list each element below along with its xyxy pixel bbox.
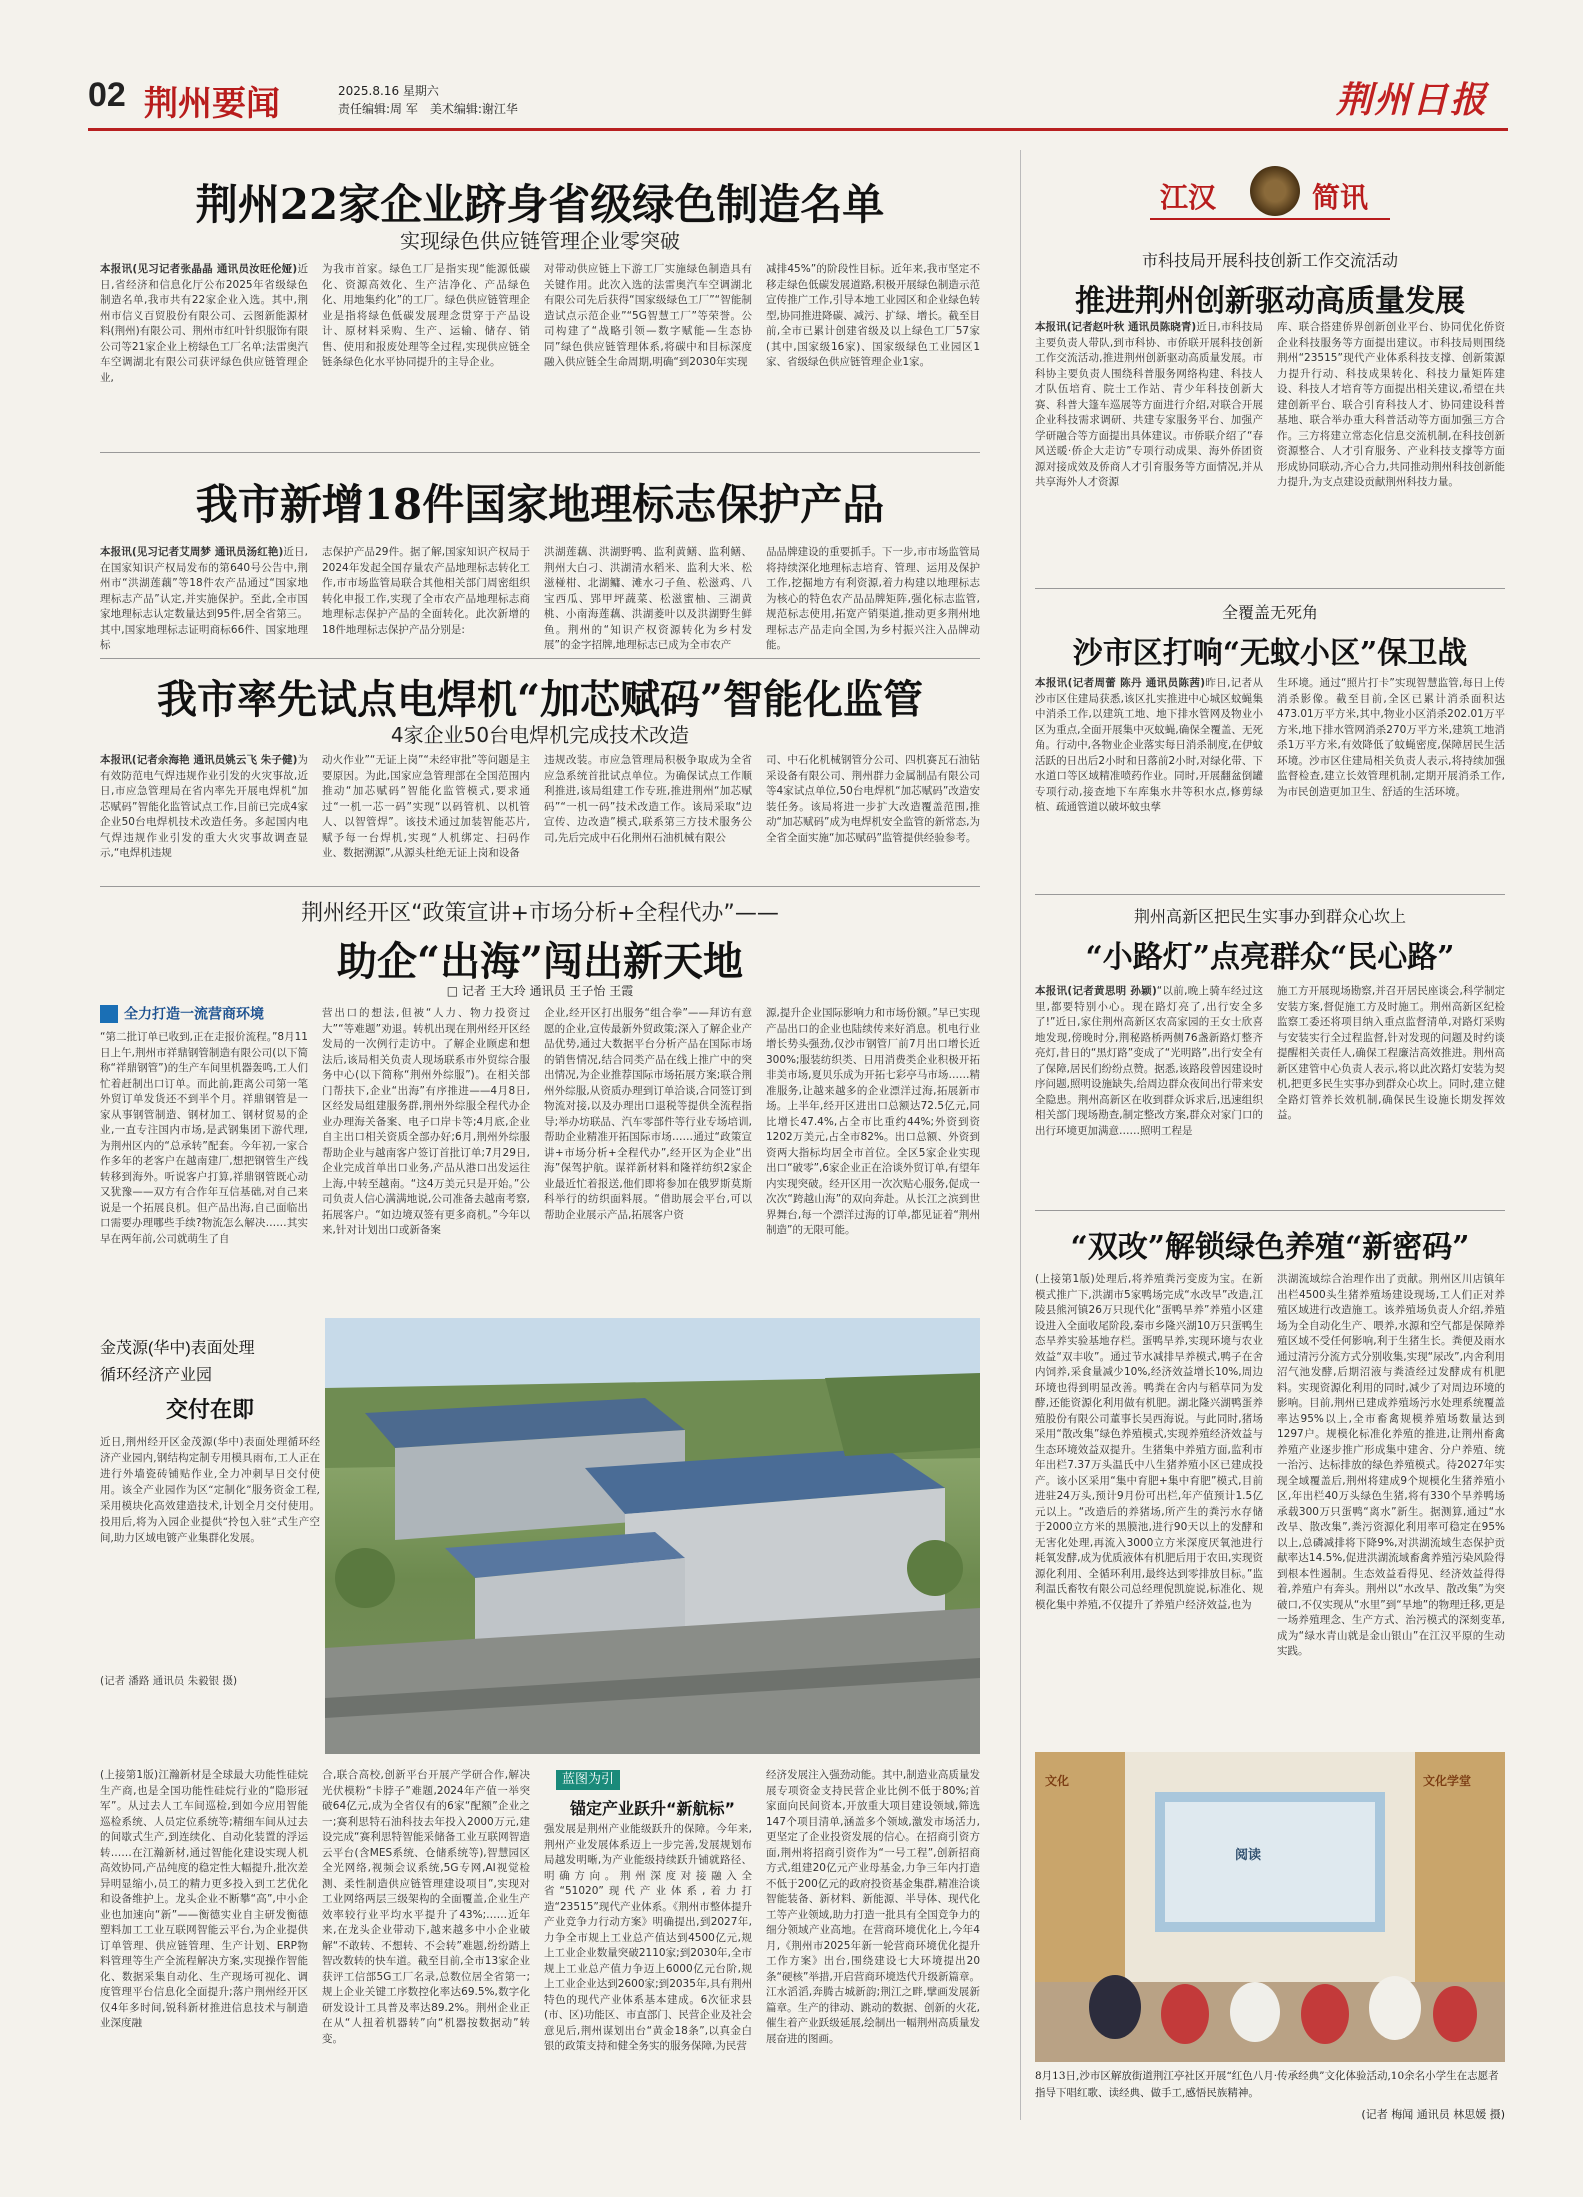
a3-col2: 动火作业”“无证上岗”“未经审批”等问题是主要原因。为此,国家应急管理部在全国范围内推动“加芯赋码”智能化监管模式,要求通过“一机一芯一码”实现“以码管机、以机管人、以智管焊”。该技术通过加装智能芯片,赋予每一台焊机,实现“人机绑定、扫码作业、数据溯源”,从源头杜绝无证上岗和设备 [322,754,530,859]
a6-col2: 经济发展注入强劲动能。其中,制造业高质量发展专项资金支持民营企业比例不低于80%;首家面向民间资本,开放重大项目建设领域,筛选147个项目清单,涵盖多个领域,激发市场活力,更坚定了企业投资发展的信心。在招商引资方面,荆州将招商引资作为“一号工程”,创新招商方式,组建20亿元产业母基金,力争三年内打造不低于200亿元的政府投资基金集群,精准洽谈智能装备、新材料、新能源、半导体、现代化工等产业领域,助力打造一批具有全国竞争力的细分领域产业高地。在营商环境优化上,今年4月,《荆州市2025年新一轮营商环境优化提升工作方案》出台,围绕建设七大环境提出20条“硬核”举措,开启营商环境迭代升级新篇章。江水滔滔,奔腾古城新韵;荆江之畔,擘画发展新篇章。生产的律动、跳动的数据、创新的火花,催生着产业跃级延展,绘制出一幅荆州高质量发展奋进的图画。 [766,1769,980,2045]
photo1-caption: 近日,荆州经开区金茂源(华中)表面处理循环经济产业园内,钢结构定制专用模具雨布,工人正在进行外墙瓷砖铺贴作业,全力冲刺早日交付使用。该全产业园作为区“定制化”服务资金工程,采用模块化高效建造技术,计划全月交付使用。投用后,将为入园企业提供“拎包入驻”式生产空间,助力区域电镀产业集群化发展。 [100,1436,320,1544]
b1-col1 [1035,320,1263,550]
a3-col3: 违规改装。市应急管理局积极争取成为全省应急系统首批试点单位。为确保试点工作顺利推进,该局组建工作专班,推进荆州“加芯赋码”“一机一码”技术改造工作。该局采取“边宣传、边改造”模式,联系第三方技术服务公司,先后完成中石化荆州石油机械有限公 [544,754,752,844]
photo2-sign-3: 阅读 [1235,1848,1262,1863]
a6-title: 锚定产业跃升“新航标” [570,1799,736,1818]
photo2-credit: (记者 梅闻 通讯员 林思媛 摄) [1361,2108,1505,2121]
a3-title: 我市率先试点电焊机“加芯赋码”智能化监管 [156,676,923,723]
a4-col4: 源,提升企业国际影响力和市场份额。”早已实现产品出口的企业也陆续传来好消息。机电行业增长势头强劲,仅沙市钢管厂前7月出口增长近300%;服装纺织类、日用消费类企业积极开拓非美市场,夏贝乐成为开拓七彩亭马市场……精准服务,让越来越多的企业漂洋过海,拓展新市场。上半年,经开区进出口总额达72.5亿元,同比增长47.4%,占全市比重约44%;外资到资1202万美元,占全市82%。出口总额、外资到资两大指标均居全市首位。全区5家企业实现出口“破零”,6家企业正在洽谈外贸订单,有望年内实现突破。经开区用一次次贴心服务,促成一次次“跨越山海”的双向奔赴。从长江之滨到世界舞台,每一个漂洋过海的订单,都见证着“荆州制造”的无限可能。 [766,1007,980,1236]
a6-col1: 强发展是荆州产业能级跃升的保障。今年来,荆州产业发展体系迈上一步完善,发展规划布局越发明晰,为产业能级持续跃升铺就路径、明确方向。荆州深度对接融入全省“51020”现代产业体系,着力打造“23515”现代产业体系。《荆州市整体提升产业竞争力行动方案》明确提出,到2027年,力争全市规上工业总产值达到4500亿元,规上工业企业数量突破2110家;到2030年,全市规上工业总产值力争迈上6000亿元台阶,规上工业企业达到2600家;到2035年,具有荆州特色的现代产业体系基本建成。6次征求县(市、区)功能区、市直部门、民营企业及社会意见后,荆州谋划出台“黄金18条”,以真金白银的政策支持和健全务实的服务保障,为民营 [544,1823,752,2052]
section-name: 荆州要闻 [144,84,280,124]
a4-col2: 营出口的想法,但被“人力、物力投资过大”“等难题”劝退。转机出现在荆州经开区经发局的一次例行走访中。了解企业顾虑和想法后,该局相关负责人现场联系市外贸综合服务中心(以下简称“荆州外综服”)。在相关部门帮扶下,企业“出海”有序推进——4月8日,区经发局组建服务群,荆州外综服全程代办企业办理海关备案、电子口岸卡等;4月底,企业自主出口相关资质全部办好;6月,荆州外综服帮助企业与越南客户签订首批订单;7月29日,企业完成首单出口业务,产品从港口出发运往上海,中转至越南。“这4万美元只是开始。”公司负责人信心满满地说,公司准备去越南考察,拓展客户。“如边境双签有更多商机。”今年以来,针对计划出口或新备案 [322,1007,530,1236]
a6-label: 蓝图为引 [556,1770,620,1790]
jianghan-brief-banner [1130,160,1410,230]
page-header [88,62,1508,134]
photo1-title2: 循环经济产业园 [100,1367,213,1384]
divider [100,658,980,659]
b4-title: “双改”解锁绿色养殖“新密码” [1070,1230,1470,1265]
a2-col3: 洪湖莲藕、洪湖野鸭、监利黄鳝、监利鳝、荆州大白刁、洪湖清水稻米、监利大米、松滋椪柑、北湖鳙、滩水刁子鱼、松滋鸡、八宝西瓜、郢甲坪蔬菜、松滋蜜柚、三湖黄桃、小南海莲藕、洪湖菱叶以及洪湖野生鲜鱼。荆州的“知识产权资源转化为乡村发展”的金字招牌,地理标志已成为全市农产 [544,546,752,650]
banner-left-text: 江汉 [1160,181,1217,214]
a3-col1-text: 为有效防范电气焊违规作业引发的火灾事故,近日,市应急管理局在省内率先开展电焊机“加芯赋码”智能化监管试点工作,目前已完成4家企业50台电焊机技术改造任务。多起国内电气焊违规作业引发的重大火灾事故调查显示,“电焊机违规 [100,754,308,859]
bronze-vessel-icon [1250,166,1300,216]
b1-kicker: 市科技局开展科技创新工作交流活动 [1141,251,1398,270]
a2-col1-text: 近日,在国家知识产权局发布的第640号公告中,荆州市“洪湖莲藕”等18件农产品通过“国家地理标志产品”认定,并实施保护。至此,全市国家地理标志认定数量达到95件,居全省第三。其中,国家地理标志证明商标66件、国家地理标 [100,546,308,650]
photo1-caption-box [100,1335,320,1735]
page-number: 02 [88,76,126,114]
photo1-credit: (记者 潘路 通讯员 朱毅银 摄) [100,1675,238,1687]
b3-title: “小路灯”点亮群众“民心路” [1085,940,1455,975]
b3-kicker: 荆州高新区把民生实事办到群众心坎上 [1133,907,1406,926]
b1-title: 推进荆州创新驱动高质量发展 [1075,284,1465,319]
b2-lead: 本报讯(记者周蕾 陈丹 通讯员陈茜) [1035,677,1205,689]
page-date: 2025.8.16 星期六 [338,84,439,98]
header-rule [88,128,1508,131]
a3-col4: 司、中石化机械钢管分公司、四机赛瓦石油钻采设备有限公司、荆州群力金属制品有限公司等4家试点单位,50台电焊机“加芯赋码”改造安装任务。该局将进一步扩大改造覆盖范围,推动“加芯赋码”成为电焊机安全监管的新常态,为全省全面实施“加芯赋码”监管提供经验参考。 [766,754,980,844]
a2-col2: 志保护产品29件。据了解,国家知识产权局于2024年发起全国存量农产品地理标志转化工作,市市场监管局联合其他相关部门周密组织转化申报工作,实现了全市农产品地理标志商地理标志保护产品的全面转化。此次新增的18件地理标志保护产品分别是: [322,546,530,636]
a4-kicker: 荆州经开区“政策宣讲+市场分析+全程代办”—— [301,901,779,926]
b1-col2: 库、联合搭建侨界创新创业平台、协同优化侨资企业科技服务等方面提出建议。市科技局则围绕荆州“23515”现代产业体系科技支撑、创新策源力提升行动、科技成果转化、科技力量矩阵建设、科技人才培育等方面提出相关建议,希望在共建创新平台、联合引育科技人才、协同建设科普基地、联合举办重大科普活动等方面加强三方合作。三方将建立常态化信息交流机制,在科技创新资源整合、人才引育服务、产业科技支撑等方面形成协同联动,齐心合力,共同推动荆州科技创新能力提升,为支点建设贡献荆州科技力量。 [1277,321,1505,488]
a1-lead: 本报讯(见习记者张晶晶 通讯员汝旺伦娅) [100,263,298,275]
a4-col1: “第二批订单已收到,正在走报价流程。”8月11日上午,荆州市祥鼎钢管制造有限公司(以下简称“祥鼎钢管”)的生产车间里机器轰鸣,工人们忙着赶制出口订单。而此前,距离公司第一笔外贸订单发货还不到半个月。祥鼎钢管是一家从事钢管制造、钢材加工、钢材贸易的企业,一直专注国内市场,是武钢集团下游代理,为荆州区内的“总承转”配套。今年初,一家合作多年的老客户在越南建厂,想把钢管生产线转移到海外。听说客户打算,祥鼎钢管既心动又犹豫——双方有合作年互信基础,对自己来说是一个拓展良机。但产品出海,自己面临出口需要办理哪些手续?物流怎么解决……其实早在两年前,公司就萌生了自 [100,1031,308,1245]
photo2-caption: 8月13日,沙市区解放街道荆江亭社区开展“红色八月·传承经典”文化体验活动,10余名小学生在志愿者指导下唱红歌、读经典、做手工,感悟民族精神。 [1035,2070,1499,2099]
a2-col4: 品品牌建设的重要抓手。下一步,市市场监管局将持续深化地理标志培育、管理、运用及保护工作,挖掘地方有利资源,着力构建以地理标志为核心的特色农产品品牌矩阵,强化标志监管,规范标志使用,拓宽产销渠道,推动更多荆州地理标志产品走向全国,为乡村振兴注入品牌动能。 [766,546,980,650]
divider [1035,894,1505,895]
banner-right-text: 简讯 [1312,181,1369,214]
b4-col2: 洪湖流域综合治理作出了贡献。荆州区川店镇年出栏4500头生猪养殖场建设现场,工人们正对养殖区域进行改造施工。该养殖场负责人介绍,养殖场为全自动化生产、喂养,水源和空气都是保障养殖区域不受任何影响,利于生猪生长。粪便及雨水通过清污分流方式分别收集,实现“尿改”,内舍利用沼气池发酵,后期沼液与粪渣经过发酵成有机肥料。实现资源化利用的同时,减少了对周边环境的影响。目前,荆州已建成养殖场污水处理系统覆盖率达95%以上,全市畜禽规模养殖场数量达到1297户。规模化标准化养殖的推进,让荆州畜禽养殖产业逐步推广形成集中建舍、分户养殖、统一治污、达标排放的绿色养殖模式。待2027年实现全域覆盖后,荆州将建成9个规模化生猪养殖小区,年出栏40万头绿色生猪,将有330个旱养鸭场承载300万只蛋鸭“离水”新生。据测算,通过“水改旱、散改集”,粪污资源化利用率可稳定在95%以上,总磷减排将下降9%,对洪湖流域生态保护贡献率达14.5%,促进洪湖流域畜禽养殖污染风险得到根本性遏制。生态效益看得见、经济效益得得着,养殖户有奔头。荆州以“水改旱、散改集”为突破口,不仅实现从“水里”到“旱地”的物理迁移,更是一场养殖理念、生产方式、治污模式的深刻变革,成为“绿水青山就是金山银山”在江汉平原的生动实践。 [1277,1273,1505,1657]
a4-byline: □ 记者 王大玲 通讯员 王子怡 王霞 [446,984,634,998]
a1-title: 荆州22家企业跻身省级绿色制造名单 [195,180,885,229]
b1-col1-text: 近日,市科技局主要负责人带队,到市科协、市侨联开展科技创新工作交流活动,推进荆州创新驱动高质量发展。市科协主要负责人围绕科普服务网络构建、科技人才队伍培育、院士工作站、青少年科技创新大赛、科普大篷车巡展等方面进行介绍,对联合开展企业科技需求调研、共建专家服务平台、加强产学研融合等方面提出具体建议。市侨联介绍了“春风送暖·侨企大走访”专项行动成果、海外侨团资源对接成效及侨商人才引育服务等方面情况,并从共享海外人才资源 [1035,321,1263,488]
a3-lead: 本报讯(记者余海艳 通讯员姚云飞 朱子健) [100,754,298,766]
divider [100,452,980,453]
a1-col3: 对带动供应链上下游工厂实施绿色制造具有关键作用。此次入选的法雷奥汽车空调湖北有限公司先后获得“国家级绿色工厂”“智能制造试点示范企业”“5G智慧工厂”等荣誉。公司构建了“战略引领—数字赋能—生态协同”绿色供应链管理体系,将碳中和目标深度融入供应链全生命周期,明确“到2030年实现 [544,263,752,368]
b3-col1 [1035,984,1263,1194]
page-editors: 责任编辑:周 军 美术编辑:谢江华 [338,102,518,116]
section-label-text: 全力打造一流营商环境 [124,1006,264,1023]
a1-col4: 减排45%”的阶段性目标。近年来,我市坚定不移走绿色低碳发展道路,积极开展绿色制造示范宣传推广工作,引导本地工业园区和企业绿色转型,协同推进降碳、减污、扩绿、增长。截至目前,全市已累计创建省级及以上绿色工厂57家(其中,国家级16家)、国家级绿色工业园区1家、省级绿色供应链管理企业1家。 [766,263,980,368]
banner-underline [1150,218,1390,220]
a4-col3: 企业,经开区打出服务“组合拳”——拜访有意愿的企业,宣传最新外贸政策;深入了解企业产品优势,通过大数据平台分析产品在国际市场的销售情况,结合同类产品在线上推广中的突出情况,为企业推荐国际市场拓展方案;联合荆州外综服,从资质办理到订单洽谈,合同签订到物流对接,以及办理出口退税等提供全流程指导;举办坊联品、汽车零部件等行业专场培训,帮助企业精准开拓国际市场……通过“政策宣讲+市场分析+全程代办”,经开区为企业“出海”保驾护航。谋祥新材料和隆祥纺织2家企业最近忙着报送,他们即将参加在俄罗斯莫斯科举行的纺织面料展。“借助展会平台,可以帮助企业展示产品,拓展客户资 [544,1007,752,1221]
photo1-title1: 金茂源(华中)表面处理 [100,1340,255,1357]
b2-title: 沙市区打响“无蚊小区”保卫战 [1072,636,1468,671]
divider [100,886,980,887]
a1-col1 [100,262,308,442]
b4-col1 [1035,1272,1263,1732]
section-label-icon [100,1005,118,1023]
a5-lead: (上接第1版) [100,1769,159,1781]
a3-subtitle: 4家企业50台电焊机完成技术改造 [390,723,690,747]
b3-col2: 施工方开展现场勘察,并召开居民座谈会,科学制定安装方案,督促施工方及时施工。荆州高新区纪检监察工委还将项目纳入重点监督清单,对路灯采购与安装实行全过程监督,针对发现的问题及时约谈提醒相关责任人,确保工程廉洁高效推进。荆州高新区建管中心负责人表示,将以此次路灯安装为契机,把更多民生实事办到群众心坎上。同时,建立健全路灯管养长效机制,确保民生设施长期发挥效益。 [1277,985,1505,1121]
a5-col1-text: 江瀚新材是全球最大功能性硅烷生产商,也是全国功能性硅烷行业的“隐形冠军”。从过去人工车间巡检,到如今应用智能巡检系统、人员定位系统等;精细车间从过去的间歇式生产,到连续化、自动化装置的浮运转……在江瀚新材,通过智能化建设实现人机高效协同,产品纯度的稳定性大幅提升,批次差异明显缩小,员工的精力更多投入到工艺优化和设备维护上。龙头企业不断攀“高”,中小企业也加速向“新”——衡德实业自主研发衡德塑料加工工业互联网智能云平台,为企业提供订单管理、供应链管理、生产计划、ERP物料管理等生产全流程解决方案,实现操作智能化、数据采集自动化、生产现场可视化、调度管理平台信息化全面提升;落户荆州经开区仅4年多时间,锐科新材推进信息技术与制造业深度融 [100,1769,308,2029]
b2-col1 [1035,676,1263,876]
masthead-logo: 荆州日报 [1335,79,1488,121]
photo1-title3: 交付在即 [165,1397,254,1423]
divider [1035,1210,1505,1211]
a5-col2: 合,联合高校,创新平台开展产学研合作,解决光伏模粉“卡脖子”难题,2024年产值一举突破64亿元,成为全省仅有的6家“配额”企业之一;赛利思特石油科技去年投入2000万元,建设完成“赛利思特智能采储备工业互联网智造云平台(含MES系统、仓储系统等),智慧园区全光网络,视频会议系统,5G专网,AI视觉检测、柔性制造供应链管理建设项目”,实现对工业网络两层三级架构的全面覆盖,企业生产效率较行业平均水平提升了43%;……近年来,在龙头企业带动下,越来越多中小企业破解“不敢转、不想转、不会转”难题,纷纷踏上智改数转的快车道。截至目前,全市13家企业获评工信部5G工厂名录,总数位居全省第一;规上企业关键工序数控化率达69.5%,数字化研发设计工具普及率达89.2%。荆州企业正在从“人扭着机器转”向“机器按数据动”转变。 [322,1769,530,2045]
a1-subtitle: 实现绿色供应链管理企业零突破 [400,229,680,253]
photo2-sign-2: 文化学堂 [1423,1774,1472,1788]
a2-col1 [100,545,308,650]
photo2-image [1035,1752,1505,2062]
b4-lead: (上接第1版) [1035,1273,1095,1285]
a3-col1 [100,753,308,878]
b1-lead: 本报讯(记者赵叶秋 通讯员陈晓青) [1035,321,1197,333]
a1-col2: 为我市首家。绿色工厂是指实现“能源低碳化、资源高效化、生产洁净化、产品绿色化、用地集约化”的工厂。绿色供应链管理企业是指将绿色低碳发展理念贯穿于产品设计、原材料采购、生产、运输、储存、销售、使用和报废处理等全过程,实现供应链全链条绿色化水平协同提升的主导企业。 [322,263,530,368]
b2-kicker: 全覆盖无死角 [1221,603,1318,622]
a5-col1 [100,1768,308,2108]
industrial-park-photo [325,1318,980,1754]
a2-lead: 本报讯(见习记者艾周梦 通讯员汤红艳) [100,546,284,558]
classroom-photo [1035,1752,1505,2062]
divider [1035,588,1505,589]
photo2-sign-1: 文化 [1045,1774,1070,1788]
b4-col1-text: 处理后,将养殖粪污变废为宝。在新模式推广下,洪湖市5家鸭场完成“水改旱”改造,江陵县熊河镇26万只现代化“蛋鸭旱养”养殖小区建设进入全面收尾阶段,秦市乡隆兴湖10万只蛋鸭生态旱养实验基地存栏。蛋鸭旱养,实现环境与农业效益“双丰收”。通过节水减排旱养模式,鸭子在舍内饲养,采食量减少10%,经济效益增长10%,周边环境也得到明显改善。鸭粪在舍内与稻草同为发酵,还能资源化利用做有机肥。湖北隆兴湖鸭蛋养殖股份有限公司董事长吴西海说。与此同时,猪场采用“散改集”绿色养殖模式,实现养殖经济效益与生态环境效益双提升。生猪集中养殖方面,监利市年出栏7.37万头温氏中八生猪养殖小区已建成投产。该小区采用“集中育肥+集中育肥”模式,目前进驻24万头,预计9月份可出栏,年产值预计1.5亿元以上。“改造后的养猪场,所产生的粪污水存储于2000立方米的黑膜池,进行90天以上的发酵和无害化处理,再流入3000立方米深度厌氧池进行耗氧发酵,成为优质液体有机肥后用于农田,实现资源化利用、全循环利用,最终达到零排放目标。”监利温氏畜牧有限公司总经理倪凯旋说,标准化、规模化集中养殖,不仅提升了养殖户经济效益,也为 [1035,1273,1263,1611]
section-label [100,1003,310,1027]
b2-col1-text: 昨日,记者从沙市区住建局获悉,该区扎实推进中心城区蚊蝇集中消杀工作,以建筑工地、地下排水管网及物业小区为重点,全面开展集中灭蚊蝇,确保全覆盖、无死角。行动中,各物业企业落实每日消杀制度,在伊蚊活跃的日出后2小时和日落前2小时,对绿化带、下水道口等区域精准喷药作业。同时,开展翻盆倒罐专项行动,接查地下车库集水井等积水点,修剪绿植、疏通管道以破坏蚊虫孳 [1035,677,1263,813]
column-divider [1020,150,1021,2120]
b3-col1-text: “以前,晚上骑车经过这里,都要特别小心。现在路灯亮了,出行安全多了!”近日,家住荆州高新区农高家园的王女士欣喜地发现,傍晚时分,荆秘路桥两侧76盏新路灯整齐亮灯,昔日的“黑灯路”变成了“光明路”,出行安全有了保障,居民们纷纷点赞。据悉,该路段曾因建设时序问题,照明设施缺失,给周边群众夜间出行带来安全隐患。荆州高新区在收到群众诉求后,迅速组织相关部门现场勘查,制定整改方案,群众对家门口的出行环境更加满意……照明工程是 [1035,985,1263,1137]
a4-title: 助企“出海”闯出新天地 [336,938,743,985]
b3-lead: 本报讯(记者黄思明 孙颖) [1035,985,1157,997]
a2-title: 我市新增18件国家地理标志保护产品 [195,480,885,529]
photo1-image [325,1318,980,1754]
b2-col2: 生环境。通过“照片打卡”实现智慧监管,每日上传消杀影像。截至目前,全区已累计消杀面积达473.01万平方米,其中,物业小区消杀202.01万平方米,地下排水管网消杀270万平方米,建筑工地消杀1万平方米,有效降低了蚊蝇密度,保障居民生活环境。沙市区住建局相关负责人表示,将持续加强监督检查,建立长效管理机制,定期开展消杀工作,为市民创造更加卫生、舒适的生活环境。 [1277,677,1505,798]
a1-col1-text: 近日,省经济和信息化厅公布2025年省级绿色制造名单,我市共有22家企业入选。其中,荆州市信义百贸股份有限公司、云图新能源材料(荆州)有限公司、荆州市红叶针织服饰有限公司等21家企业上榜绿色工厂名单;法雷奥汽车空调湖北有限公司获评绿色供应链管理企业, [100,263,308,384]
